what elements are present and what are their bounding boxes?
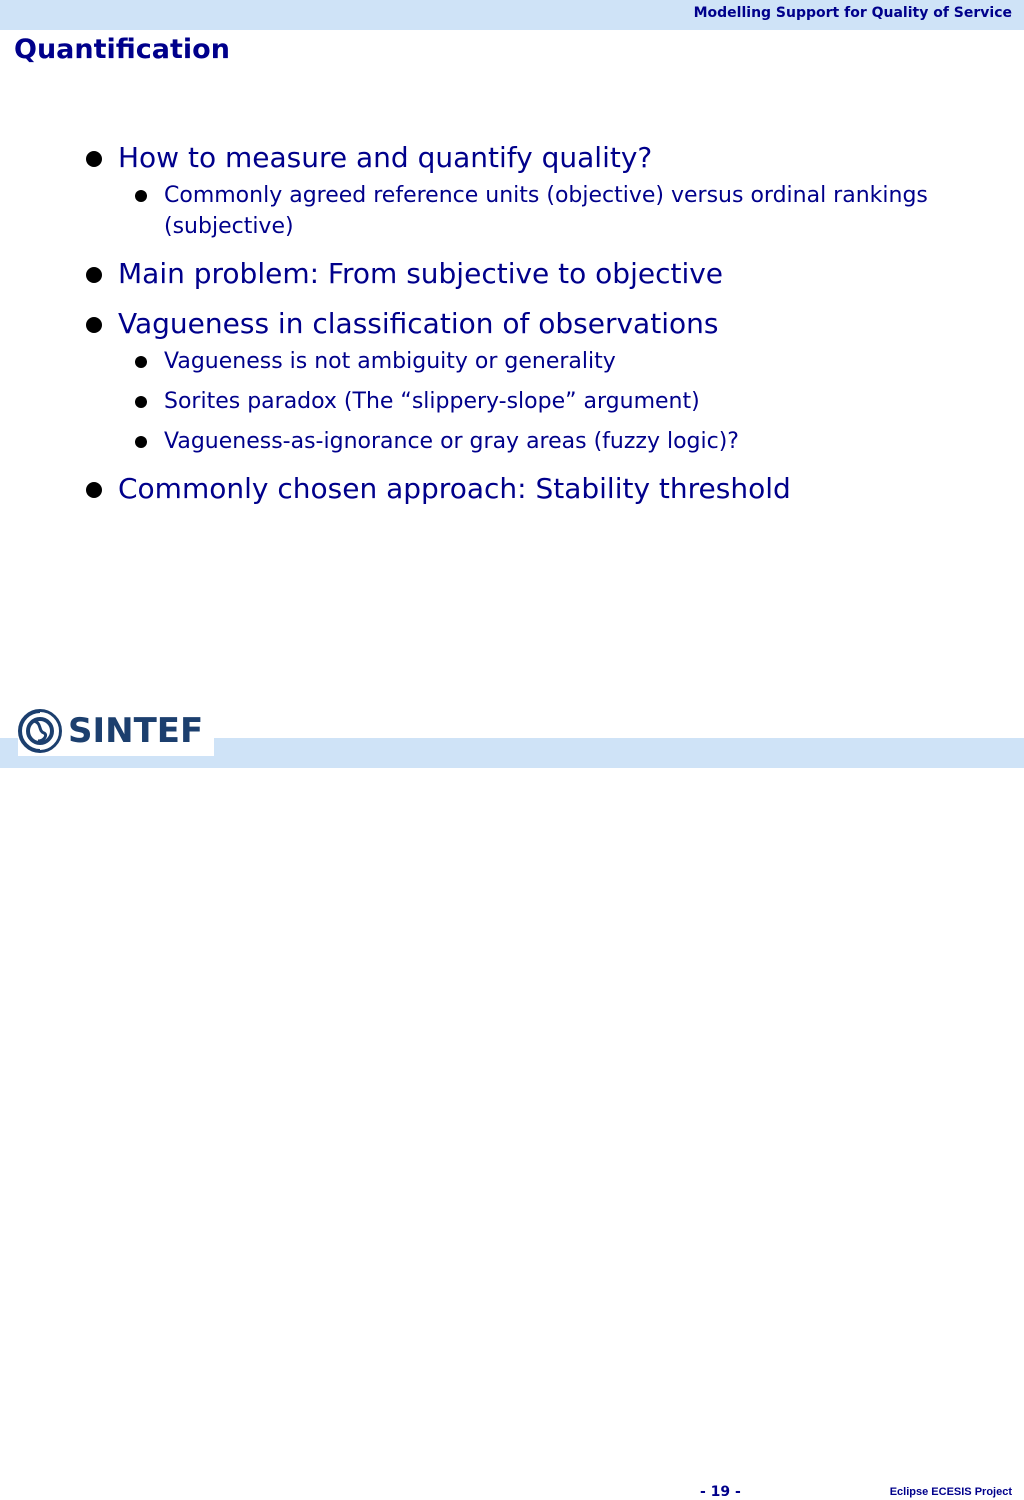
logo-text: SINTEF	[68, 711, 204, 751]
sub-bullet-icon	[135, 396, 147, 408]
sub-bullet-item	[118, 180, 984, 242]
bullet-text: Commonly chosen approach: Stability threshold	[118, 472, 791, 505]
header-title: Modelling Support for Quality of Service	[693, 5, 1012, 21]
sub-bullet-text: Commonly agreed reference units (objective) versus ordinal rankings (subjective)	[164, 183, 928, 239]
sub-bullet-text: Vagueness-as-ignorance or gray areas (fuzzy logic)?	[164, 429, 739, 454]
bullet-icon	[86, 151, 102, 167]
bullet-icon	[86, 482, 102, 498]
bullet-item	[84, 306, 984, 457]
bullet-text: Vagueness in classification of observations	[118, 307, 719, 340]
bullet-item	[84, 471, 984, 507]
bullet-item	[84, 256, 984, 292]
bullet-item	[84, 140, 984, 242]
bullet-text: How to measure and quantify quality?	[118, 141, 653, 174]
sub-bullet-item	[118, 346, 984, 377]
bullet-list	[84, 140, 984, 521]
page-number: - 19 -	[700, 1484, 741, 1500]
sub-bullet-text: Sorites paradox (The “slippery-slope” argument)	[164, 389, 700, 414]
bullet-icon	[86, 317, 102, 333]
sub-bullet-list	[118, 180, 984, 242]
sub-bullet-item	[118, 426, 984, 457]
bullet-text: Main problem: From subjective to objective	[118, 257, 724, 290]
page-title: Quantification	[14, 34, 230, 65]
bullet-icon	[86, 267, 102, 283]
project-label: Eclipse ECESIS Project	[889, 1486, 1012, 1498]
sub-bullet-icon	[135, 190, 147, 202]
sub-bullet-icon	[135, 436, 147, 448]
sintef-logo-icon	[18, 709, 62, 753]
sub-bullet-text: Vagueness is not ambiguity or generality	[164, 349, 616, 374]
sintef-logo	[18, 706, 214, 756]
sub-bullet-list	[118, 346, 984, 457]
sub-bullet-icon	[135, 356, 147, 368]
header-bar	[0, 0, 1024, 30]
sub-bullet-item	[118, 386, 984, 417]
